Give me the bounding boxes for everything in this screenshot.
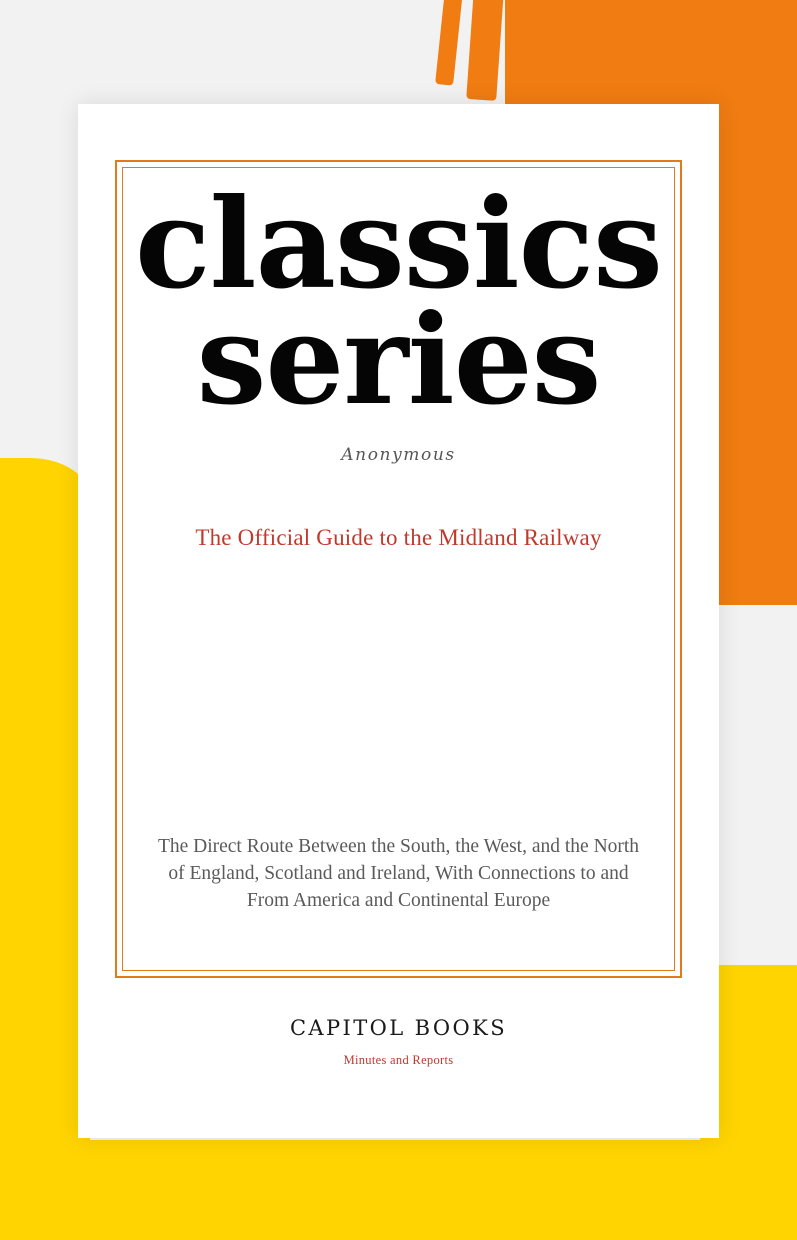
yellow-brush-gap-bottom-b (0, 235, 20, 335)
orange-brush-stripe-left (466, 0, 504, 101)
series-title-line-2: series (196, 287, 601, 433)
publisher-name: CAPITOL BOOKS (289, 1016, 508, 1040)
author-name: Anonymous (341, 445, 456, 466)
orange-brush-gap-top (0, 0, 9, 100)
orange-brush-stripe-far-left (435, 0, 463, 86)
yellow-brush-left (0, 458, 90, 1240)
book-title: The Official Guide to the Midland Railway (195, 525, 602, 551)
book-description: The Direct Route Between the South, the West, and the North of England, Scotland and Ireland, With Connections to and From America and Continental Europe (157, 836, 640, 911)
series-title-line-1: classics (135, 172, 662, 317)
series-title-block (117, 162, 680, 433)
yellow-brush-gap-bottom-a (0, 134, 26, 235)
yellow-brush-bottom (0, 1140, 797, 1240)
cover-border-frame (115, 160, 682, 978)
cover-content (117, 162, 680, 976)
book-cover (78, 104, 719, 1138)
imprint-label: Minutes and Reports (343, 1053, 454, 1067)
